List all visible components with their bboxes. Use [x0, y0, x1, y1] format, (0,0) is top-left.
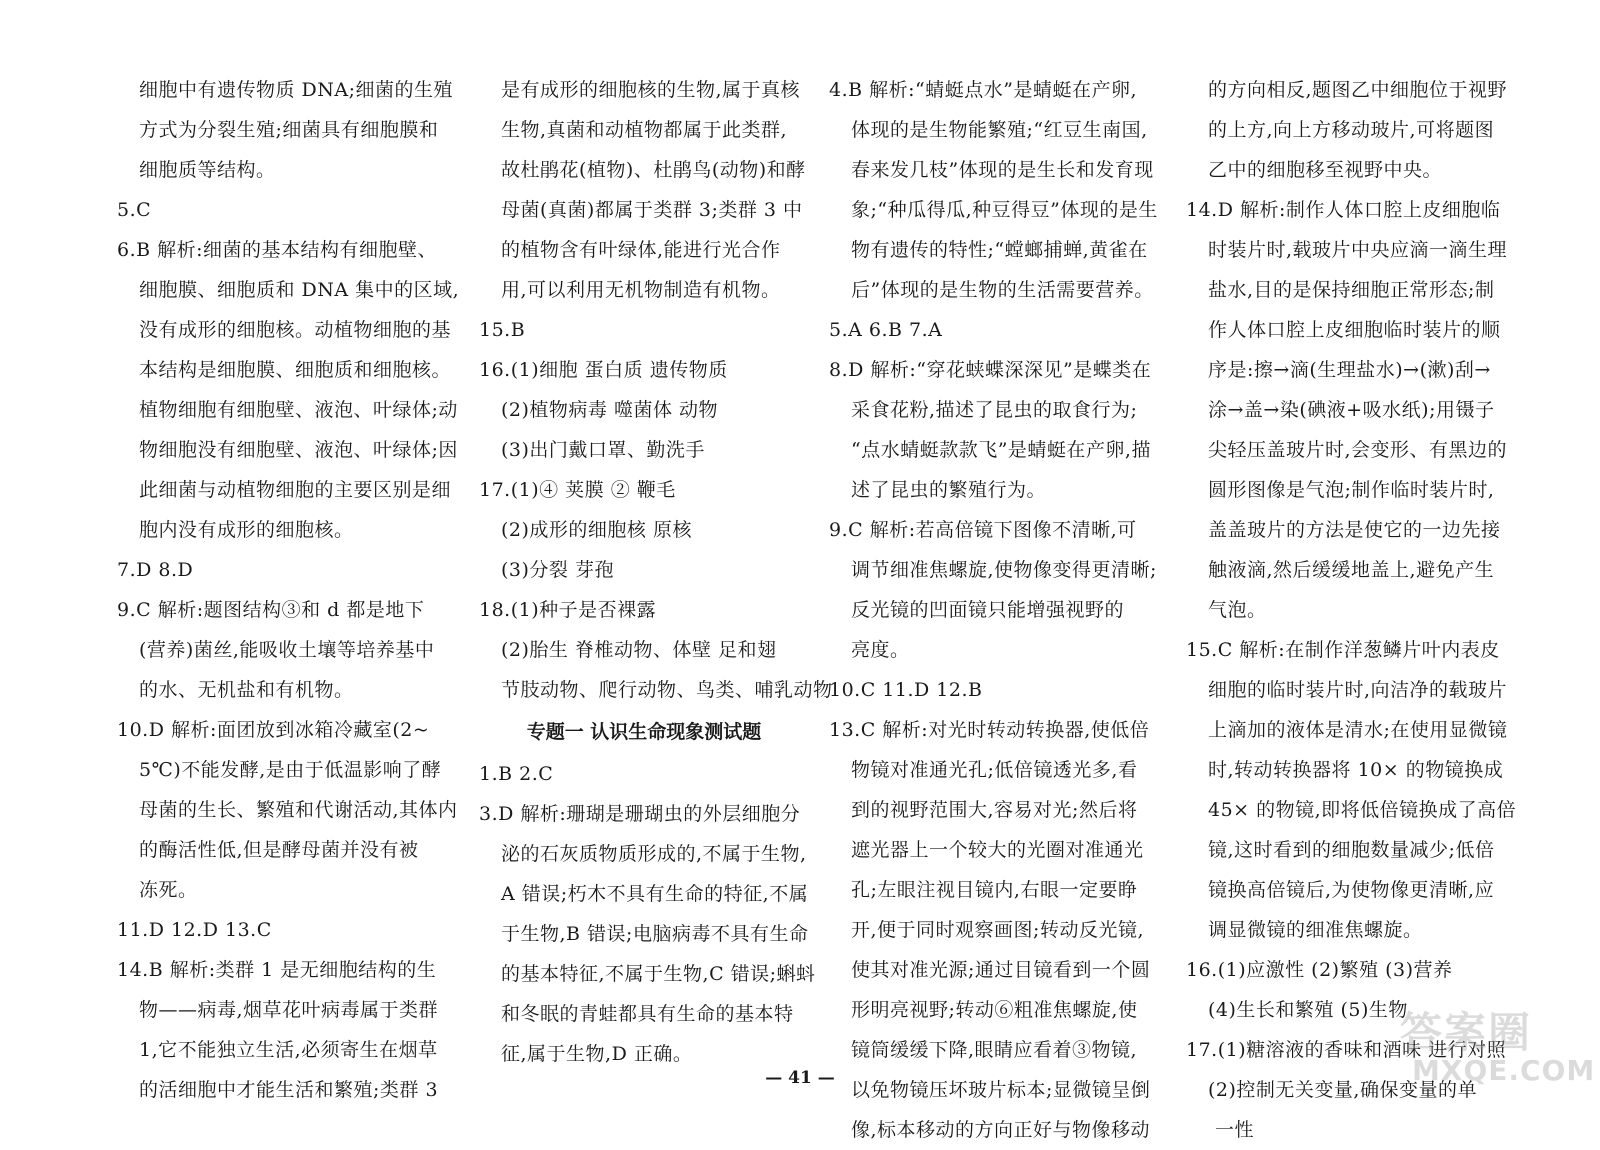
text-line: (3)分裂 芽孢: [501, 559, 614, 581]
text-line: 方式为分裂生殖;细菌具有细胞膜和: [139, 119, 439, 141]
text-line: 没有成形的细胞核。动植物细胞的基: [139, 319, 452, 341]
text-line: 生物,真菌和动植物都属于此类群,: [501, 119, 788, 141]
text-line: 1,它不能独立生活,必须寄生在烟草: [139, 1039, 438, 1061]
text-line: 物——病毒,烟草花叶病毒属于类群: [139, 999, 439, 1021]
text-line: 的上方,向上方移动玻片,可将题图: [1208, 119, 1495, 141]
text-line: 调节细准焦螺旋,使物像变得更清晰;: [851, 559, 1157, 581]
text-line: 到的视野范围大,容易对光;然后将: [851, 799, 1138, 821]
text-line: 13.C 解析:对光时转动转换器,使低倍: [829, 719, 1150, 741]
text-line: 10.C 11.D 12.B: [829, 679, 983, 701]
text-line: 16.(1)细胞 蛋白质 遗传物质: [479, 359, 728, 381]
text-line: 后”体现的是生物的生活需要营养。: [851, 279, 1154, 301]
text-line: 45× 的物镜,即将低倍镜换成了高倍: [1208, 799, 1517, 821]
text-line: 的植物含有叶绿体,能进行光合作: [501, 239, 781, 261]
text-line: 6.B 解析:细菌的基本结构有细胞壁、: [117, 239, 438, 261]
text-line: 盐水,目的是保持细胞正常形态;制: [1208, 279, 1495, 301]
text-line: 3.D 解析:珊瑚是珊瑚虫的外层细胞分: [479, 803, 801, 825]
text-line: 母菌的生长、繁殖和代谢活动,其体内: [139, 799, 458, 821]
text-line: 4.B 解析:“蜻蜓点水”是蜻蜓在产卵,: [829, 79, 1137, 101]
text-line: 9.C 解析:若高倍镜下图像不清晰,可: [829, 519, 1137, 541]
text-line: (2)控制无关变量,确保变量的单: [1208, 1079, 1477, 1101]
text-line: 时,转动转换器将 10× 的物镜换成: [1208, 759, 1504, 781]
text-line: 5.A 6.B 7.A: [829, 319, 943, 341]
text-line: 9.C 解析:题图结构③和 d 都是地下: [117, 599, 425, 621]
text-line: 17.(1)④ 荚膜 ② 鞭毛: [479, 479, 676, 501]
text-line: 一性: [1215, 1119, 1255, 1141]
text-line: 使其对准光源;通过目镜看到一个圆: [851, 959, 1151, 981]
text-line: 16.(1)应激性 (2)繁殖 (3)营养: [1186, 959, 1453, 981]
text-line: 14.B 解析:类群 1 是无细胞结构的生: [117, 959, 437, 981]
text-line: 节肢动物、爬行动物、鸟类、哺乳动物: [501, 679, 833, 701]
text-line: 的基本特征,不属于生物,C 错误;蝌蚪: [501, 963, 816, 985]
text-line: 5℃)不能发酵,是由于低温影响了酵: [139, 759, 442, 781]
text-line: (2)植物病毒 噬菌体 动物: [501, 399, 718, 421]
text-line: 尖轻压盖玻片时,会变形、有黑边的: [1208, 439, 1508, 461]
text-line: 涂→盖→染(碘液+吸水纸);用镊子: [1208, 399, 1495, 421]
text-line: 的方向相反,题图乙中细胞位于视野: [1208, 79, 1508, 101]
text-line: 时装片时,载玻片中央应滴一滴生理: [1208, 239, 1508, 261]
text-line: 1.B 2.C: [479, 763, 554, 785]
text-line: 气泡。: [1208, 599, 1267, 621]
text-line: 泌的石灰质物质形成的,不属于生物,: [501, 843, 807, 865]
column-3: [829, 70, 1159, 1150]
text-line: 7.D 8.D: [117, 559, 194, 581]
text-line: A 错误;朽木不具有生命的特征,不属: [501, 883, 809, 905]
text-line: 于生物,B 错误;电脑病毒不具有生命: [501, 923, 809, 945]
text-line: 镜换高倍镜后,为使物像更清晰,应: [1208, 879, 1495, 901]
text-line: 像,标本移动的方向正好与物像移动: [851, 1119, 1151, 1141]
text-line: 采食花粉,描述了昆虫的取食行为;: [851, 399, 1138, 421]
section-heading: 专题一 认识生命现象测试题: [526, 721, 762, 743]
text-line: 故杜鹃花(植物)、杜鹃鸟(动物)和酵: [501, 159, 806, 181]
watermark-text: 答案圈: [1400, 1008, 1533, 1057]
text-line: 形明亮视野;转动⑥粗准焦螺旋,使: [851, 999, 1138, 1021]
text-line: (2)胎生 脊椎动物、体壁 足和翅: [501, 639, 777, 661]
text-line: 本结构是细胞膜、细胞质和细胞核。: [139, 359, 452, 381]
text-line: 物镜对准通光孔;低倍镜透光多,看: [851, 759, 1138, 781]
text-line: 作人体口腔上皮细胞临时装片的顺: [1208, 319, 1501, 341]
text-line: 冻死。: [139, 879, 198, 901]
text-line: 乙中的细胞移至视野中央。: [1208, 159, 1443, 181]
text-line: 调显微镜的细准焦螺旋。: [1208, 919, 1423, 941]
text-line: (3)出门戴口罩、勤洗手: [501, 439, 705, 461]
text-line: 15.C 解析:在制作洋葱鳞片叶内表皮: [1186, 639, 1500, 661]
column-4: [1186, 70, 1531, 1150]
text-line: 细胞膜、细胞质和 DNA 集中的区域,: [139, 279, 460, 301]
text-line: 15.B: [479, 319, 526, 341]
text-line: 此细菌与动植物细胞的主要区别是细: [139, 479, 452, 501]
text-line: “点水蜻蜓款款飞”是蜻蜓在产卵,描: [851, 439, 1151, 461]
text-line: 体现的是生物能繁殖;“红豆生南国,: [851, 119, 1148, 141]
column-1: [117, 70, 485, 1110]
text-line: 细胞的临时装片时,向洁净的载玻片: [1208, 679, 1508, 701]
text-line: 8.D 解析:“穿花蛱蝶深深见”是蝶类在: [829, 359, 1152, 381]
text-line: 的活细胞中才能生活和繁殖;类群 3: [139, 1079, 439, 1101]
text-line: (2)成形的细胞核 原核: [501, 519, 692, 541]
text-line: 开,便于同时观察画图;转动反光镜,: [851, 919, 1144, 941]
text-line: 细胞中有遗传物质 DNA;细菌的生殖: [139, 79, 454, 101]
text-line: 遮光器上一个较大的光圈对准通光: [851, 839, 1144, 861]
text-line: 触液滴,然后缓缓地盖上,避免产生: [1208, 559, 1495, 581]
text-line: 胞内没有成形的细胞核。: [139, 519, 354, 541]
text-line: 孔;左眼注视目镜内,右眼一定要睁: [851, 879, 1138, 901]
text-line: 物细胞没有细胞壁、液泡、叶绿体;因: [139, 439, 458, 461]
text-line: 亮度。: [851, 639, 910, 661]
text-line: 上滴加的液体是清水;在使用显微镜: [1208, 719, 1508, 741]
text-line: 14.D 解析:制作人体口腔上皮细胞临: [1186, 199, 1501, 221]
text-line: 10.D 解析:面团放到冰箱冷藏室(2~: [117, 719, 430, 741]
text-line: 序是:擦→滴(生理盐水)→(漱)刮→: [1208, 359, 1491, 381]
text-line: 物有遗传的特性;“螳螂捕蝉,黄雀在: [851, 239, 1148, 261]
text-line: 植物细胞有细胞壁、液泡、叶绿体;动: [139, 399, 458, 421]
text-line: 征,属于生物,D 正确。: [501, 1043, 693, 1065]
text-line: 和冬眠的青蛙都具有生命的基本特: [501, 1003, 794, 1025]
text-line: (营养)菌丝,能吸收土壤等培养基中: [139, 639, 435, 661]
text-line: 的酶活性低,但是酵母菌并没有被: [139, 839, 419, 861]
page-number: — 41 —: [765, 1068, 835, 1088]
text-line: 镜筒缓缓下降,眼睛应看着③物镜,: [851, 1039, 1138, 1061]
text-line: 反光镜的凹面镜只能增强视野的: [851, 599, 1125, 621]
text-line: 是有成形的细胞核的生物,属于真核: [501, 79, 801, 101]
text-line: 春来发几枝”体现的是生长和发育现: [851, 159, 1154, 181]
text-line: 盖盖玻片的方法是使它的一边先接: [1208, 519, 1501, 541]
watermark-logo: [1400, 1000, 1596, 1100]
text-line: 以免物镜压坏玻片标本;显微镜呈倒: [851, 1079, 1151, 1101]
column-2: [479, 70, 833, 1074]
text-line: 述了昆虫的繁殖行为。: [851, 479, 1047, 501]
text-line: 17.(1)糖溶液的香味和酒味 进行对照: [1186, 1039, 1507, 1061]
text-line: 细胞质等结构。: [139, 159, 276, 181]
text-line: 的水、无机盐和有机物。: [139, 679, 354, 701]
text-line: 11.D 12.D 13.C: [117, 919, 272, 941]
text-line: 用,可以利用无机物制造有机物。: [501, 279, 781, 301]
text-line: 圆形图像是气泡;制作临时装片时,: [1208, 479, 1495, 501]
text-line: 镜,这时看到的细胞数量减少;低倍: [1208, 839, 1495, 861]
text-line: 5.C: [117, 199, 152, 221]
watermark-url: MXQE.COM: [1412, 1054, 1596, 1087]
text-line: (4)生长和繁殖 (5)生物: [1208, 999, 1408, 1021]
text-line: 母菌(真菌)都属于类群 3;类群 3 中: [501, 199, 803, 221]
text-line: 18.(1)种子是否裸露: [479, 599, 657, 621]
text-line: 象;“种瓜得瓜,种豆得豆”体现的是生: [851, 199, 1158, 221]
